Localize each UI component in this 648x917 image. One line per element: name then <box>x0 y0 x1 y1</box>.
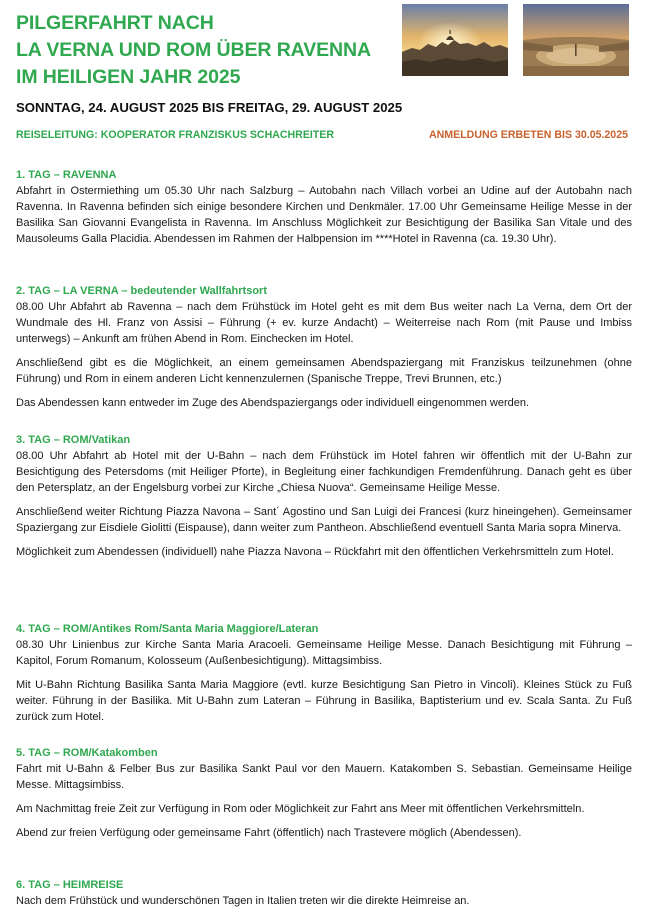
title-line: PILGERFAHRT NACH <box>16 12 214 34</box>
day-section <box>16 167 632 247</box>
day-heading: 4. TAG – ROM/Antikes Rom/Santa Maria Maggiore/Lateran <box>16 623 319 635</box>
day-paragraph: Fahrt mit U-Bahn & Felber Bus zur Basilika Sankt Paul vor den Mauern. Katakomben S. Sebastian. Gemeinsame Heilige Messe. Mittagsimbiss. <box>16 763 632 792</box>
day-section <box>16 745 632 841</box>
day-paragraph: Abfahrt in Ostermiething um 05.30 Uhr nach Salzburg – Autobahn nach Villach vorbei an Udine auf der Autobahn nach Ravenna. In Ravenna befinden sich einige besondere Kirchen und Denkmäler. 17.00 Uhr Gemeinsame Heilige Messe in der Basilika San Giovanni Evangelista in Ravenna. Im Anschluss Möglichkeit zur Besichtigung der Basilika San Vitale und des Mausoleums Galla Placidia. Abendessen im Rahmen der Halbpension im ****Hotel in Ravenna (ca. 19.30 Uhr). <box>16 185 632 246</box>
day-section <box>16 432 632 561</box>
day-heading: 6. TAG – HEIMREISE <box>16 879 124 891</box>
trip-meta <box>16 129 632 145</box>
header-photos <box>402 4 632 76</box>
title-line: LA VERNA UND ROM ÜBER RAVENNA <box>16 39 371 61</box>
title-line: IM HEILIGEN JAHR 2025 <box>16 66 241 88</box>
day-paragraph: Mit U-Bahn Richtung Basilika Santa Maria Maggiore (evtl. kurze Besichtigung San Pietro in Vincoli). Kleines Stück zu Fuß weiter. Führung in der Basilika. Mit U-Bahn zum Lateran – Führung in Basilika, Baptisterium und ev. Scala Santa. Zu Fuß zurück zum Hotel. <box>16 679 632 724</box>
rome-sunset-photo <box>402 4 508 76</box>
day-paragraph: Anschließend gibt es die Möglichkeit, an einem gemeinsamen Abendspaziergang mit Franziskus teilzunehmen (ohne Führung) und Rom in einem anderen Licht kennenzulernen (Spanische Treppe, Trevi Brunnen, etc.) <box>16 357 632 386</box>
trip-dates: SONNTAG, 24. AUGUST 2025 BIS FREITAG, 29. AUGUST 2025 <box>16 100 403 115</box>
day-paragraph: Nach dem Frühstück und wunderschönen Tagen in Italien treten wir die direkte Heimreise an. <box>16 895 470 907</box>
tour-leader: REISELEITUNG: KOOPERATOR FRANZISKUS SCHACHREITER <box>16 129 335 141</box>
day-paragraph: Das Abendessen kann entweder im Zuge des Abendspaziergangs oder individuell eingenommen werden. <box>16 397 530 410</box>
day-paragraph: 08.00 Uhr Abfahrt ab Hotel mit der U-Bahn – nach dem Frühstück im Hotel fahren wir öffentlich mit der U-Bahn zur Besichtigung des Petersdoms (mit Heiliger Pforte), in Begleitung einer fachkundigen Fremdenführung. Danach geht es über den Petersplatz, an der Engelsburg vorbei zur Kirche „Chiesa Nuova“. Gemeinsame Heilige Messe. <box>16 450 632 495</box>
day-heading: 3. TAG – ROM/Vatikan <box>16 434 131 446</box>
day-section <box>16 621 632 725</box>
day-heading: 2. TAG – LA VERNA – bedeutender Wallfahrtsort <box>16 285 267 297</box>
st-peters-square-photo <box>523 4 629 76</box>
day-section <box>16 877 632 909</box>
registration-deadline: ANMELDUNG ERBETEN BIS 30.05.2025 <box>429 129 628 141</box>
day-paragraph: Möglichkeit zum Abendessen (individuell) nahe Piazza Navona – Rückfahrt mit den öffentlichen Verkehrsmitteln zum Hotel. <box>16 546 614 559</box>
day-paragraph: Am Nachmittag freie Zeit zur Verfügung in Rom oder Möglichkeit zur Fahrt ans Meer mit öffentlichen Verkehrsmitteln. <box>16 803 585 816</box>
page-title <box>16 10 396 91</box>
day-paragraph: 08.00 Uhr Abfahrt ab Ravenna – nach dem Frühstück im Hotel geht es mit dem Bus weiter nach La Verna, dem Ort der Wundmale des Hl. Franz von Assisi – Führung (+ ev. kurze Andacht) – Weiterreise nach Rom (mit Pause und Imbiss unterwegs) – Ankunft am frühen Abend in Rom. Einchecken im Hotel. <box>16 301 632 346</box>
day-section <box>16 283 632 412</box>
day-paragraph: Anschließend weiter Richtung Piazza Navona – Sant´ Agostino und San Luigi dei Francesi (kurz hineingehen). Gemeinsamer Spaziergang zur Eisdiele Giolitti (Eispause), dann weiter zum Pantheon. Abschließend eventuell Santa Maria sopra Minerva. <box>16 506 632 535</box>
day-paragraph: Abend zur freien Verfügung oder gemeinsame Fahrt (öffentlich) nach Trastevere möglich (Abendessen). <box>16 827 522 840</box>
day-heading: 5. TAG – ROM/Katakomben <box>16 747 158 759</box>
day-heading: 1. TAG – RAVENNA <box>16 169 117 181</box>
day-paragraph: 08.30 Uhr Linienbus zur Kirche Santa Maria Aracoeli. Gemeinsame Heilige Messe. Danach Besichtigung mit Führung – Kapitol, Forum Romanum, Kolosseum (Außenbesichtigung). Mittagsimbiss. <box>16 639 632 668</box>
